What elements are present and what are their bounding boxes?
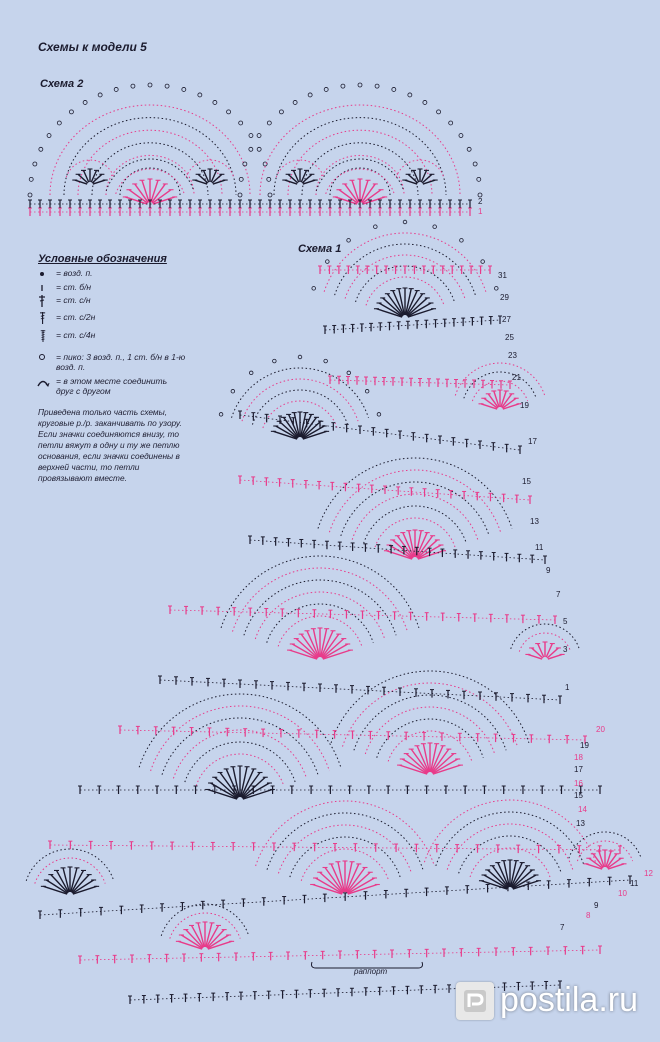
stitch-symbol [273,431,297,439]
chain-arc [354,695,506,750]
fan-motif [221,556,419,659]
fan-motif [161,904,248,949]
chain-arc [424,800,595,862]
picot-symbol [273,359,277,363]
scheme-1-row-numbers-bottom [560,725,653,932]
chain-arc [341,482,489,536]
fan-motif [511,624,579,659]
chain-arc [244,580,396,635]
row-number: 1 [565,683,570,692]
chain-arc [139,694,341,767]
row-number: 9 [594,901,599,910]
picot-symbol [365,389,369,393]
stitch-symbol [546,644,552,658]
scheme-1-row-numbers-top [498,271,570,692]
row-number: 27 [502,315,511,324]
stitch-symbol [538,644,544,658]
picot-symbol [347,371,351,375]
row-number: 17 [574,765,583,774]
scheme-2-row-label: 1 [478,207,483,216]
watermark-text: postila.ru [500,981,638,1019]
scheme-1-motifs [26,220,641,1004]
fan-motif [331,671,529,774]
row-number: 17 [528,437,537,446]
picot-symbol [324,359,328,363]
picot-symbol [403,220,407,224]
fan-motif [139,694,341,799]
row-number: 25 [505,333,514,342]
chain-arc [343,683,518,747]
row-number: 29 [500,293,509,302]
legend-text: = пико: 3 возд. п., 1 ст. б/н в 1-ю возд. п. [56,352,186,372]
row-number: 11 [630,879,639,888]
picot-symbol [231,389,235,393]
scheme-1-title: Схема 1 [298,243,342,255]
chain-line [240,480,530,500]
chain-arc [436,812,584,866]
row-number: 19 [580,741,589,750]
watermark [456,981,638,1020]
picot-symbol [433,225,437,229]
fan-motif [455,363,544,409]
chain-arc [233,568,408,632]
legend-title: Условные обозначения [38,253,167,265]
row-number: 9 [546,566,551,575]
fan-motif [256,801,435,894]
row-number: 18 [574,753,583,762]
scheme-note: Приведена только часть схемы, круговые р./р. заканчивать по узору. Если значки соединяются внизу, то петли вяжут в одну и ту же петлю основания, если значки соединены в верхней части, то петли провязывают вместе. [38,407,182,483]
picot-symbol [481,260,485,264]
row-number: 13 [530,517,539,526]
row-number: 10 [618,889,627,898]
row-number: 31 [498,271,507,280]
legend-text: = ст. с/н [56,295,91,305]
picot-symbol [495,287,499,291]
row-number: 20 [596,725,605,734]
row-number: 15 [522,477,531,486]
chain-arc [232,368,369,418]
row-number: 19 [520,401,529,410]
legend-text: = ст. с/4н [56,330,96,340]
row-number: 12 [644,869,653,878]
picot-symbol [326,260,330,264]
legend-text: = ст. с/2н [56,312,96,322]
legend-text: = возд. п. [56,268,93,278]
repeat-label: раппорт [354,967,388,976]
row-number: 23 [508,351,517,360]
postila-logo-icon [456,982,494,1020]
row-number: 3 [563,645,568,654]
chain-arc [151,706,330,771]
fan-motif [424,800,595,889]
stitch-symbol [303,431,327,439]
chain-line [325,320,500,330]
row-number: 8 [586,911,591,920]
row-number: 13 [576,819,585,828]
picot-symbol [219,413,223,417]
picot-symbol [377,413,381,417]
row-number: 11 [535,543,544,552]
picot-symbol [249,371,253,375]
row-number: 15 [574,791,583,800]
chain-line [160,680,560,700]
scheme-2-title: Схема 2 [40,78,84,90]
row-number: 21 [512,373,521,382]
picot-symbol [374,225,378,229]
scheme-2-row-label: 2 [478,197,483,206]
chain-line [240,415,520,450]
picot-symbol [347,239,351,243]
legend-text: = ст. б/н [56,282,92,292]
picot-symbol [460,239,464,243]
page-title: Схемы к модели 5 [38,40,147,54]
legend-text: = в этом месте соединить друг с другом [56,376,168,396]
fan-motif [219,355,380,439]
fan-motif [318,458,512,559]
chain-arc [256,801,435,866]
chain-arc [329,470,500,532]
row-number: 7 [556,590,561,599]
picot-symbol [298,355,302,359]
row-number: 7 [560,923,565,932]
row-number: 5 [563,617,568,626]
row-number: 16 [574,779,583,788]
fan-motif [26,849,113,894]
picot-symbol [312,287,316,291]
row-number: 14 [578,805,587,814]
